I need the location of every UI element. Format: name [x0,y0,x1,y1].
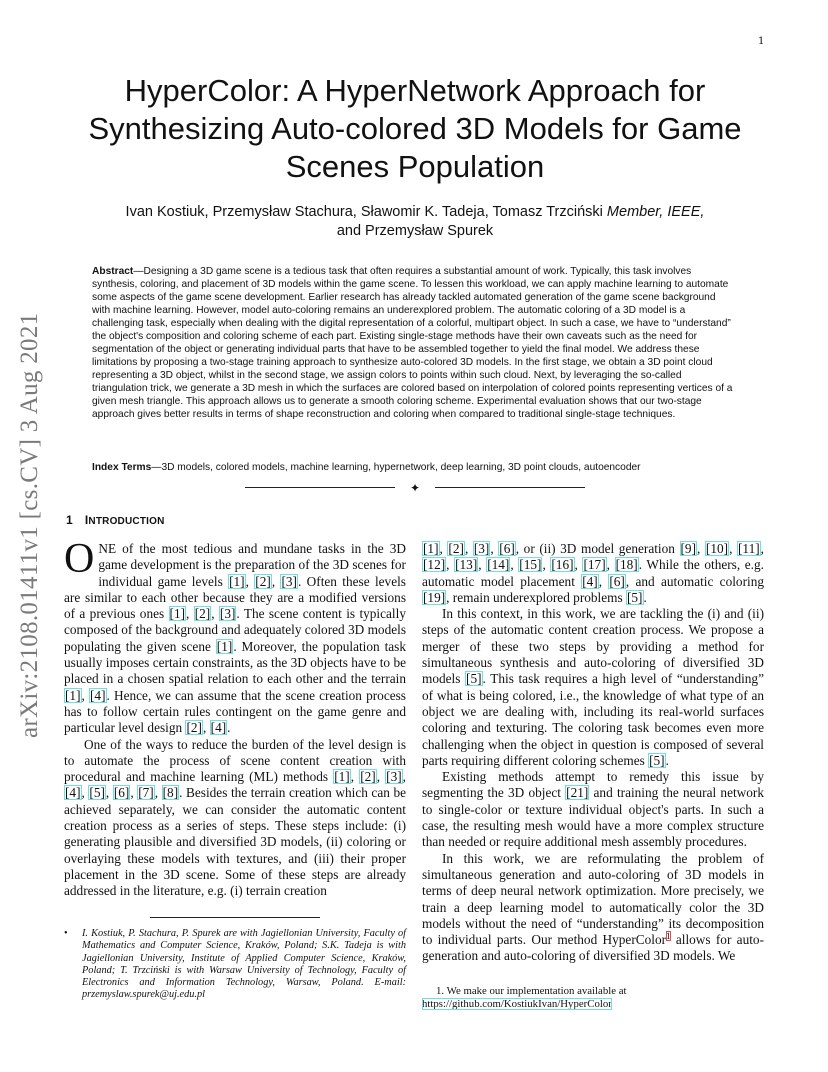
section-divider [245,481,585,495]
citation-link[interactable]: [13] [455,557,478,573]
citation-link[interactable]: [4] [65,785,81,801]
drop-cap: O [64,536,95,582]
author-list [80,203,750,241]
citation-link[interactable]: [1] [65,687,81,703]
citation-link[interactable]: [15] [519,557,542,573]
citation-link[interactable]: [2] [448,541,464,556]
citation-link[interactable]: [6] [113,785,130,801]
authors-line-2: and Przemysław Spurek [336,223,494,239]
citation-link[interactable]: [14] [487,557,510,573]
citation-link[interactable]: [16] [551,557,574,573]
citation-link[interactable]: [3] [386,769,402,785]
bullet-icon: • [64,928,68,939]
footnote-text: We make our implementation available at [446,985,627,997]
author-membership: Member, IEEE, [606,204,705,220]
citation-link[interactable]: [11] [737,541,760,556]
index-terms-label: Index Terms [92,462,152,473]
footnote-number: 1. [436,985,445,997]
citation-link[interactable]: [19] [423,589,446,605]
citation-link[interactable]: [3] [281,573,297,589]
repository-link[interactable]: https://github.com/KostiukIvan/HyperColor [422,998,612,1010]
affiliation-text: I. Kostiuk, P. Stachura, P. Spurek are with Jagiellonian University, Faculty of Mathematics and Computer Science, Kraków, Poland; S.K. Tadeja is with Jagiellonian University, Institute of Applied Computer Science, Kraków, Poland; T. Trzciński is with Warsaw University of Technology, Faculty of Electronics and Information Technology, Warsaw, Poland. E-mail: przemyslaw.spurek@uj.edu.pl [82,928,406,1001]
citation-link[interactable]: [1] [216,638,233,654]
lead-in-smallcaps: NE [98,541,117,556]
citation-link[interactable]: [8] [162,785,179,801]
body-column-right [422,541,764,965]
citation-link[interactable]: [5] [649,752,665,768]
abstract-label: Abstract [92,266,134,277]
section-heading [66,513,165,527]
citation-link[interactable]: [4] [582,573,598,589]
citation-link[interactable]: [21] [566,785,589,801]
paragraph: One of the ways to reduce the burden of the level design is to automate the process of scene content creation with procedural and machine learning (ML) methods [1], [2], [3], [4], [5], [6], [7], [8]. Besides the terrain creation which can be achieved separately, we can consider the automatic content creation process as a series of steps. These steps include: (i) generating plausible and diversified 3D models, (ii) coloring or overlaying these models with textures, and (iii) their proper placement in the 3D scene. Some of these steps are already addressed in the literature, e.g. (i) terrain creation [64,736,406,899]
section-title-rest: NTRODUCTION [88,516,165,527]
affiliation-footnote [64,928,406,1002]
citation-link[interactable]: [2] [186,720,202,736]
footnote-rule [150,917,320,918]
footnote [422,985,767,1011]
citation-link[interactable]: [2] [194,606,211,622]
section-title-initial: I [84,513,89,527]
citation-link[interactable]: [5] [626,589,643,605]
abstract [92,265,734,421]
section-number: 1 [66,513,73,527]
citation-link[interactable]: [3] [473,541,490,556]
authors-line-1: Ivan Kostiuk, Przemysław Stachura, Sławomir K. Tadeja, Tomasz Trzciński [125,204,603,220]
citation-link[interactable]: [2] [360,769,376,785]
arxiv-identifier-stamp[interactable]: arXiv:2108.01411v1 [cs.CV] 3 Aug 2021 [16,312,43,738]
citation-link[interactable]: [1] [169,606,186,622]
citation-link[interactable]: [3] [219,606,236,622]
citation-link[interactable]: [5] [466,671,482,687]
citation-link[interactable]: [6] [609,573,625,589]
footnote-marker-link[interactable]: 1 [666,930,671,941]
citation-link[interactable]: [1] [229,573,245,589]
body-column-left [64,536,406,900]
index-terms-text: —3D models, colored models, machine learning, hypernetwork, deep learning, 3D point clouds, autoencoder [151,462,641,473]
paragraph: ONE of the most tedious and mundane tasks in the 3D game development is the preparation of the 3D scenes for individual game levels [1], [2], [3]. Often these levels are similar to each other because they are a modified versions of a previous ones [1], [2], [3]. The scene content is typically composed of the background and adequately colored 3D models populating the given scene [1]. Moreover, the population task usually imposes certain constraints, as the 3D objects have to be placed in a chosen spatial relation to each other and the terrain [1], [4]. Hence, we can assume that the scene creation process has to follow certain rules contingent on the game genre and particular level design [2], [4]. [64,536,406,736]
citation-link[interactable]: [10] [705,541,729,556]
paragraph: In this context, in this work, we are tackling the (i) and (ii) steps of the automatic content creation process. We propose a merger of these two steps by providing a method for simultaneous synthesis and auto-coloring of diversified 3D models [5]. This task requires a high level of “understanding” of what is being colored, i.e., the knowledge of what type of an object we are dealing with, including its real-world surfaces coloring and texturing. The coloring task becomes even more challenging when the object in question is composed of several parts requiring different coloring schemes [5]. [422,606,764,768]
divider-line-right [435,487,585,488]
paragraph: In this work, we are reformulating the problem of simultaneous generation and auto-coloring of 3D models in terms of deep neural network optimization. More precisely, we train a deep learning model to automatically color the 3D models without the need of “understanding” its decomposition to individual parts. Our method HyperColor$^1$ allows for auto-generation and auto-coloring of diversified 3D models. We [422,850,765,964]
index-terms [92,461,734,474]
citation-link[interactable]: [5] [89,785,105,801]
citation-link[interactable]: [4] [90,687,106,703]
citation-link[interactable]: [12] [423,557,446,573]
paragraph: Existing methods attempt to remedy this issue by segmenting the 3D object [21] and training the neural network to single-color or texture individual object's parts. In such a case, the resulting mesh would have a more complex structure than needed or require additional mesh assembly procedures. [422,769,764,850]
citation-link[interactable]: [1] [334,769,350,785]
citation-link[interactable]: [9] [680,541,697,556]
paper-title: HyperColor: A HyperNetwork Approach for Synthesizing Auto-colored 3D Models for Game Scenes Population [88,73,742,184]
divider-ornament-icon: ✦ [410,481,421,495]
page-number: 1 [758,36,765,47]
citation-link[interactable]: [6] [499,541,515,556]
divider-line-left [245,487,395,488]
citation-link[interactable]: [2] [255,573,271,589]
citation-link[interactable]: [17] [583,557,606,573]
citation-link[interactable]: [18] [615,557,638,573]
abstract-text: —Designing a 3D game scene is a tedious task that often requires a substantial amount of work. Typically, this task involves synthesis, coloring, and placement of 3D models within the game scene. To lessen this workload, we can apply machine learning to automate some aspects of the game scene development. Earlier research has already tackled automated generation of the game scene background with machine learning. However, model auto-coloring remains an underexplored problem. The automatic coloring of a 3D model is a challenging task, especially when dealing with the digital representation of a colorful, multipart object. In such a case, we have to “understand” the object's composition and coloring scheme of each part. Existing single-stage methods have their own caveats such as the need for segmentation of the object or generating individual parts that have to be assembled together to yield the final model. We address these limitations by proposing a two-stage training approach to synthesize auto-colored 3D models. In the first stage, we obtain a 3D point cloud representing a 3D object, whilst in the second stage, we assign colors to points within such cloud. Next, by leveraging the so-called triangulation trick, we generate a 3D mesh in which the surfaces are colored based on interpolation of colored points representing vertices of a given mesh triangle. This approach allows us to generate a smooth coloring scheme. Experimental evaluation shows that our two-stage approach gives better results in terms of shape reconstruction and coloring when compared to traditional single-stage techniques. [92,266,733,420]
paragraph: [1], [2], [3], [6], or (ii) 3D model generation [9], [10], [11], [12], [13], [14], [15], [16], [17], [18]. While the others, e.g. automatic model placement [4], [6], and automatic coloring [19], remain underexplored problems [5]. [422,541,764,605]
citation-link[interactable]: [4] [210,720,227,736]
citation-link[interactable]: [1] [423,541,439,556]
citation-link[interactable]: [7] [138,785,154,801]
